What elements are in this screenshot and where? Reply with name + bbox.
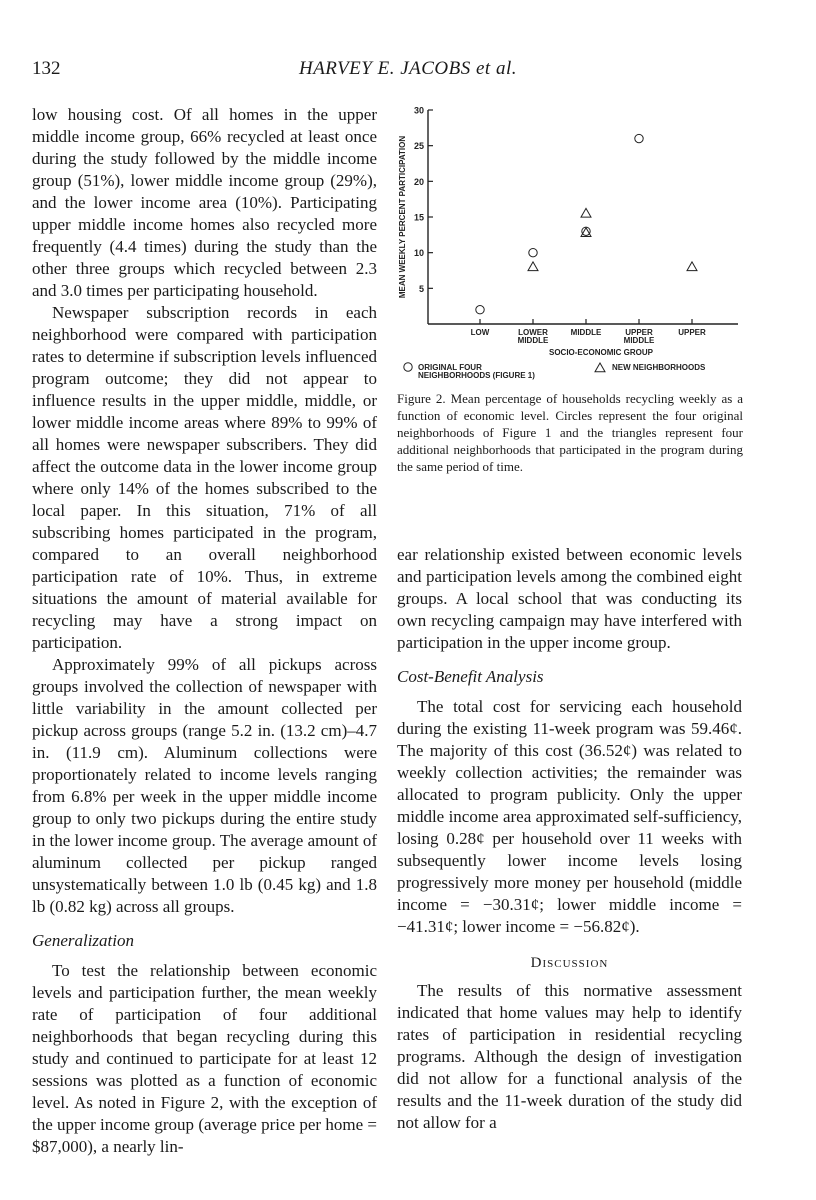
- paragraph: Approximately 99% of all pickups across groups involved the collection of newspaper with little variability in the amount collected per pickup across groups (range 5.2 in. (13.2 cm)–4.7 in. (11.9 cm). Aluminum collections were proportionately related to income levels ranging from 6.8% per week in the upper middle income group to only two pickups during the entire study in the lower income group. The average amount of aluminum collected per pickup ranged unsystematically between 1.0 lb (0.45 kg) and 1.8 lb (0.82 kg) across all groups.: [32, 655, 377, 916]
- y-tick-label: 20: [413, 176, 424, 187]
- y-tick-label: 30: [413, 105, 424, 116]
- x-tick-label: LOWER: [518, 328, 548, 337]
- x-tick-label: LOW: [470, 328, 490, 337]
- x-tick-label: UPPER: [678, 328, 706, 337]
- scatter-chart: [394, 100, 754, 385]
- page-header: [32, 52, 784, 82]
- paragraph: The total cost for servicing each household during the existing 11-week program was 59.46¢. The majority of this cost (36.52¢) was related to weekly collection activities; the remainder was allocated to program publicity. Only the upper middle income area approximated self-sufficiency, losing 0.28¢ per household over 11 weeks with subsequently lower income levels losing progressively more money per household (middle income = −30.31¢; lower middle income = −41.31¢; lower income = −56.82¢).: [397, 697, 742, 936]
- legend-label-original: NEIGHBORHOODS (FIGURE 1): [418, 371, 535, 380]
- triangle-point: [528, 262, 538, 271]
- x-tick-label: MIDDLE: [517, 336, 549, 345]
- figure-2: [394, 100, 754, 390]
- legend-triangle-marker: [595, 363, 605, 372]
- x-tick-label: MIDDLE: [570, 328, 602, 337]
- circle-point: [635, 134, 643, 142]
- paragraph: To test the relationship between economic levels and participation further, the mean weekly rate of participation of four additional neighborhoods that began recycling during this study and continued to participate for at least 12 sessions was plotted as a function of economic level. As noted in Figure 2, with the exception of the upper income group (average price per home = $87,000), a nearly lin-: [32, 961, 377, 1156]
- circle-point: [476, 306, 484, 314]
- legend-label-new: NEW NEIGHBORHOODS: [612, 363, 706, 372]
- left-column: [32, 104, 377, 1158]
- x-tick-label: UPPER: [625, 328, 653, 337]
- running-head: HARVEY E. JACOBS et al.: [298, 58, 517, 79]
- circle-point: [529, 248, 537, 256]
- y-tick-label: 10: [413, 248, 424, 259]
- paragraph: Newspaper subscription records in each neighborhood were compared with participation rates to determine if subscription levels influenced program outcome; they did not appear to influence results in the upper middle, middle, or lower middle income areas where 89% to 99% of all homes were newspaper subscribers. They did affect the outcome data in the lower income group where only 14% of the homes subscribed to the local paper. In this situation, 71% of all subscribing homes participated in the program, compared to an overall neighborhood participation rate of 10%. Thus, in extreme situations the amount of material available for recycling may have a strong impact on participation.: [32, 303, 377, 652]
- right-column: [397, 544, 742, 1134]
- figure-caption: Figure 2. Mean percentage of households recycling weekly as a function of economic level. Circles represent the four original neighborhoods of Figure 1 and the triangles represent four additional neighborhoods that participated in the program during the same period of time.: [397, 391, 743, 474]
- legend-circle-marker: [404, 363, 412, 371]
- section-heading-cost-benefit: Cost-Benefit Analysis: [397, 667, 544, 686]
- paragraph: low housing cost. Of all homes in the upper middle income group, 66% recycled at least once during the study followed by the middle income group (51%), lower middle income group (29%), and the lower income area (10%). Participating upper middle income homes also recycled more frequently (4.4 times) during the study than the other three groups which recycled between 2.3 and 3.0 times per participating household.: [32, 105, 377, 300]
- x-axis-label: SOCIO-ECONOMIC GROUP: [548, 348, 654, 357]
- y-tick-label: 5: [418, 283, 424, 294]
- y-tick-label: 15: [413, 212, 424, 223]
- page-number: 132: [32, 58, 61, 79]
- section-heading-generalization: Generalization: [32, 931, 134, 950]
- paragraph: The results of this normative assessment indicated that home values may help to identify rates of participation in residential recycling programs. Although the design of investigation did not allow for a functional analysis of the results and the 11-week duration of the study did not allow for a: [397, 981, 742, 1132]
- section-heading-discussion: Discussion: [530, 955, 609, 971]
- x-tick-label: MIDDLE: [623, 336, 655, 345]
- y-axis-label: MEAN WEEKLY PERCENT PARTICIPATION: [398, 135, 407, 299]
- y-tick-label: 25: [413, 141, 424, 152]
- legend-label-original: ORIGINAL FOUR: [418, 363, 482, 372]
- paragraph: ear relationship existed between economic levels and participation levels among the combined eight groups. A local school that was conducting its own recycling campaign may have interfered with participation in the upper income group.: [397, 545, 742, 652]
- triangle-point: [581, 208, 591, 217]
- triangle-point: [687, 262, 697, 271]
